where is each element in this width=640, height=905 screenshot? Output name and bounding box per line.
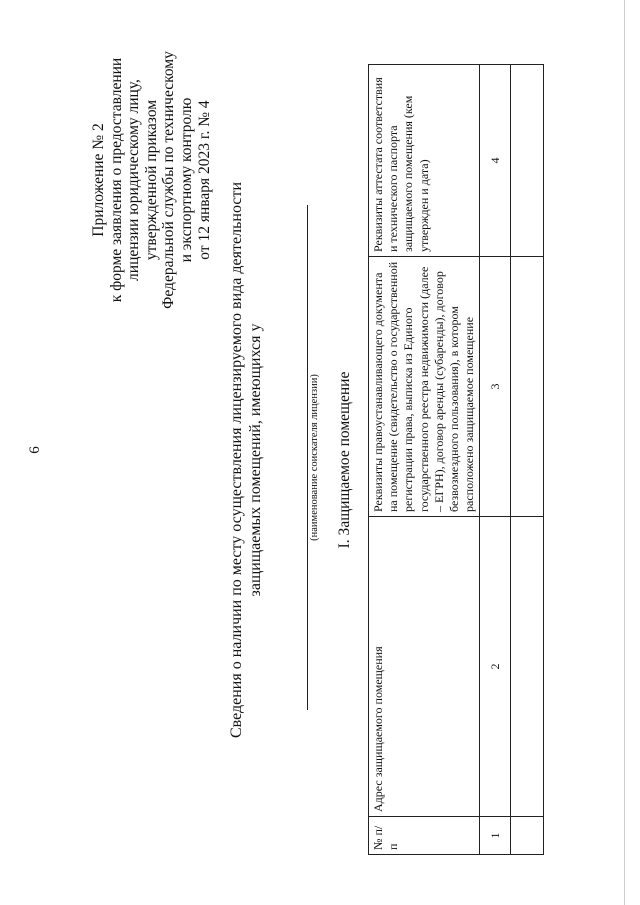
table-cell <box>511 257 544 517</box>
appendix-line: Приложение № 2 <box>90 123 107 237</box>
appendix-line: к форме заявления о предоставлении <box>107 57 125 303</box>
table-row <box>511 65 544 855</box>
appendix-line: лицензии юридическому лицу, <box>125 79 143 281</box>
section-title: I. Защищаемое помещение <box>336 371 353 549</box>
header-cell-certificate: Реквизиты аттестата соответствия и технического паспорта защищаемого помещения (кем утвержден и дата) <box>369 65 480 257</box>
premises-table <box>368 64 544 855</box>
header-cell-address: Адрес защищаемого помещения <box>369 517 480 817</box>
column-number: 1 <box>480 817 511 855</box>
column-number: 3 <box>480 257 511 517</box>
appendix-line: и экспортному контролю <box>177 97 195 263</box>
table-header-row <box>369 65 480 855</box>
table-cell <box>511 517 544 817</box>
applicant-name-line <box>307 205 308 710</box>
column-number: 4 <box>480 65 511 257</box>
table-numbering-row <box>480 65 511 855</box>
page-number: 6 <box>27 446 43 454</box>
appendix-line: утвержденной приказом <box>142 99 160 261</box>
heading-line-2: защищаемых помещений, имеющихся у <box>247 323 264 597</box>
column-number: 2 <box>480 517 511 817</box>
table-cell <box>511 65 544 257</box>
table-cell <box>511 817 544 855</box>
header-cell-ownership-docs: Реквизиты правоустанавливающего документа на помещение (свидетельство о государственной регистрации права, выписка из Единого государственного реестра недвижимости (далее – ЕГРН), договор аренды (субаренды), договор безвозмездного пользования), в котором расположено защищаемое помещение <box>369 257 480 517</box>
header-cell-number: № п/п <box>369 817 480 855</box>
heading-line-1: Сведения о наличии по месту осуществления лицензируемого вида деятельности <box>228 181 245 739</box>
appendix-line: от 12 января 2023 г. № 4 <box>195 100 213 260</box>
applicant-name-caption: (наименование соискателя лицензии) <box>309 374 320 541</box>
appendix-line: Федеральной службы по техническому <box>160 51 178 309</box>
document-heading <box>227 165 265 755</box>
appendix-block <box>90 15 213 345</box>
